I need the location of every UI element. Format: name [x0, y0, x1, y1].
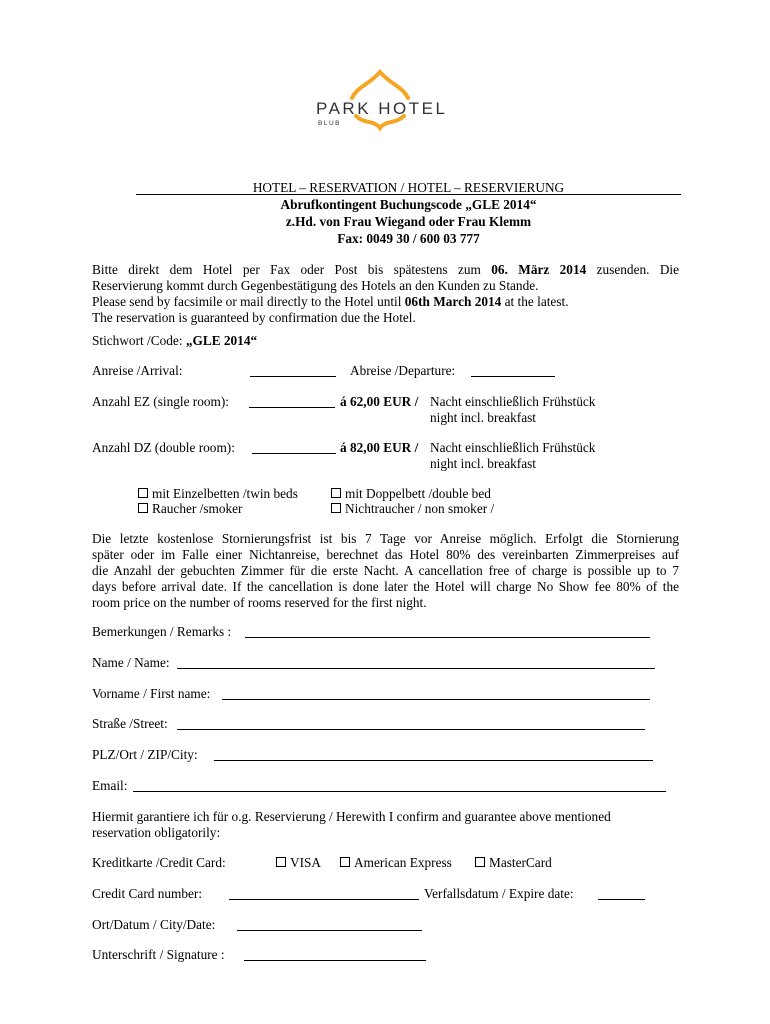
logo-brand-text: PARK HOTEL: [316, 99, 448, 118]
option-label: mit Einzelbetten /twin beds: [152, 486, 298, 501]
smoker-option[interactable]: [138, 501, 242, 517]
email-input[interactable]: [133, 791, 666, 792]
arrival-input[interactable]: [250, 376, 336, 377]
code-label: Stichwort /Code:: [92, 333, 183, 348]
code-row: [92, 333, 257, 349]
non-smoker-option[interactable]: [331, 501, 494, 517]
mastercard-option[interactable]: [475, 855, 552, 871]
checkbox[interactable]: [340, 857, 350, 867]
guarantee-line-2: reservation obligatorily:: [92, 825, 221, 840]
checkbox[interactable]: [331, 503, 341, 513]
option-label: Raucher /smoker: [152, 501, 243, 516]
departure-input[interactable]: [471, 376, 555, 377]
double-room-price: á 82,00 EUR /: [340, 440, 419, 455]
single-room-price: á 62,00 EUR /: [340, 394, 419, 409]
checkbox[interactable]: [138, 503, 148, 513]
form-title: HOTEL – RESERVATION / HOTEL – RESERVIERUNG: [252, 180, 565, 195]
amex-option[interactable]: [340, 855, 452, 871]
card-number-input[interactable]: [229, 899, 419, 900]
street-input[interactable]: [177, 729, 645, 730]
single-room-label: Anzahl EZ (single room):: [92, 394, 229, 409]
intro-text: at the latest.: [504, 294, 569, 309]
remarks-input[interactable]: [245, 637, 650, 638]
option-label: mit Doppelbett /double bed: [345, 486, 491, 501]
card-number-label: Credit Card number:: [92, 886, 203, 901]
booking-code-heading: Abrufkontingent Buchungscode „GLE 2014“: [280, 197, 537, 212]
intro-line-1: [92, 262, 679, 278]
expire-date-input[interactable]: [598, 899, 645, 900]
email-label: Email:: [92, 778, 128, 793]
intro-line-4: The reservation is guaranteed by confirmation due the Hotel.: [92, 310, 416, 325]
cancel-line-1: Die letzte kostenlose Stornierungsfrist ist bis 7 Tage vor Anreise möglich. Erfolgt die Stornierung: [92, 531, 679, 546]
cancellation-paragraph: [92, 531, 679, 611]
double-room-label: Anzahl DZ (double room):: [92, 440, 235, 455]
double-bed-option[interactable]: [331, 486, 491, 502]
departure-label: Abreise /Departure:: [350, 363, 456, 378]
first-name-label: Vorname / First name:: [92, 686, 211, 701]
attention-heading: z.Hd. von Frau Wiegand oder Frau Klemm: [285, 214, 532, 229]
remarks-label: Bemerkungen / Remarks :: [92, 624, 232, 639]
intro-line-2: Reservierung kommt durch Gegenbestätigung des Hotels an den Kunden zu Stande.: [92, 278, 539, 293]
arrival-label: Anreise /Arrival:: [92, 363, 183, 378]
double-room-input[interactable]: [252, 453, 336, 454]
checkbox[interactable]: [138, 488, 148, 498]
intro-line-3: [92, 294, 679, 310]
cancel-line-2: später oder im Falle einer Nichtanreise, berechnet das Hotel 80% des vereinbarten Zimmerpreises auf: [92, 547, 679, 562]
deadline-de: 06. März 2014: [491, 262, 587, 277]
logo-sub-text: BLUB: [318, 120, 341, 127]
intro-paragraph: [92, 262, 679, 326]
guarantee-line-1: Hiermit garantiere ich für o.g. Reservierung / Herewith I confirm and guarantee above mentioned: [92, 809, 611, 824]
cancel-line-5: room price on the number of rooms reserved for the first night.: [92, 595, 427, 610]
name-label: Name / Name:: [92, 655, 170, 670]
city-date-input[interactable]: [237, 930, 422, 931]
city-label: PLZ/Ort / ZIP/City:: [92, 747, 198, 762]
checkbox[interactable]: [475, 857, 485, 867]
first-name-input[interactable]: [222, 699, 650, 700]
single-room-desc-de: Nacht einschließlich Frühstück: [430, 394, 596, 409]
checkbox[interactable]: [276, 857, 286, 867]
intro-text: Bitte direkt dem Hotel per Fax oder Post bis spätestens zum: [92, 262, 481, 277]
double-room-desc-de: Nacht einschließlich Frühstück: [430, 440, 596, 455]
signature-input[interactable]: [244, 960, 426, 961]
double-room-desc-en: night incl. breakfast: [430, 456, 536, 471]
checkbox[interactable]: [331, 488, 341, 498]
option-label: VISA: [290, 855, 322, 870]
fax-heading: Fax: 0049 30 / 600 03 777: [337, 231, 480, 246]
option-label: American Express: [354, 855, 452, 870]
code-value: „GLE 2014“: [185, 333, 258, 348]
deadline-en: 06th March 2014: [404, 294, 502, 309]
option-label: MasterCard: [489, 855, 552, 870]
intro-text: zusenden. Die: [596, 262, 680, 277]
single-room-desc-en: night incl. breakfast: [430, 410, 536, 425]
city-input[interactable]: [214, 760, 653, 761]
credit-card-label: Kreditkarte /Credit Card:: [92, 855, 226, 870]
cancel-line-4: days before arrival date. If the cancellation is done later the Hotel will charge No Show fee 80% of the: [92, 579, 679, 594]
street-label: Straße /Street:: [92, 716, 168, 731]
title-divider: [136, 194, 681, 195]
name-input[interactable]: [177, 668, 655, 669]
intro-text: Please send by facsimile or mail directly to the Hotel until: [92, 294, 402, 309]
twin-beds-option[interactable]: [138, 486, 298, 502]
visa-option[interactable]: [276, 855, 321, 871]
city-date-label: Ort/Datum / City/Date:: [92, 917, 216, 932]
signature-label: Unterschrift / Signature :: [92, 947, 225, 962]
cancel-line-3: die Anzahl der gebuchten Zimmer für die erste Nacht. A cancellation free of charge is possible up to 7: [92, 563, 679, 578]
single-room-input[interactable]: [249, 407, 335, 408]
option-label: Nichtraucher / non smoker /: [345, 501, 495, 516]
expire-date-label: Verfallsdatum / Expire date:: [424, 886, 574, 901]
